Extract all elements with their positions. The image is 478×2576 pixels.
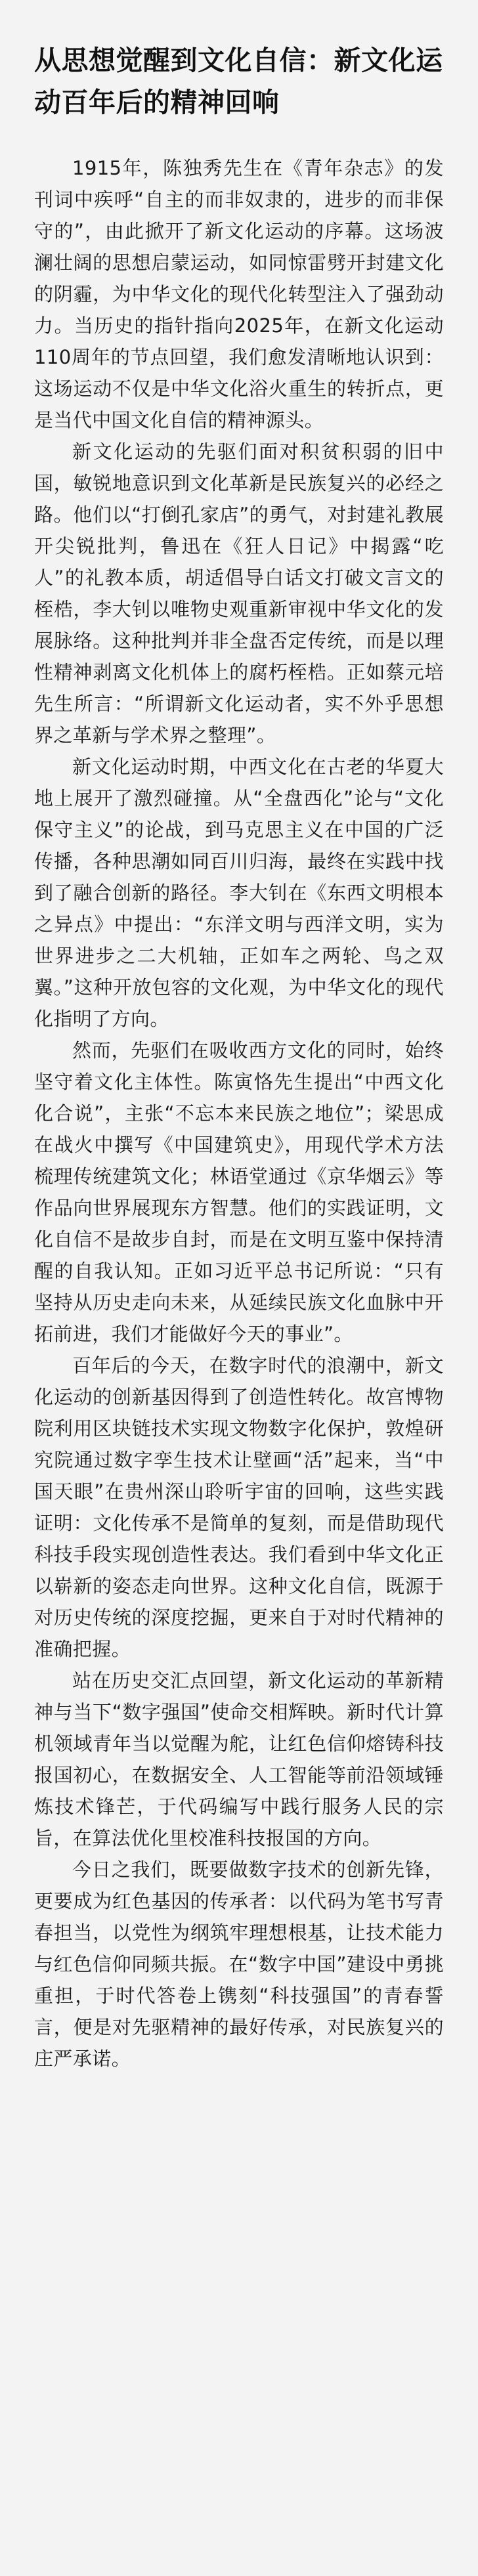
article-paragraph: 新文化运动时期，中西文化在古老的华夏大地上展开了激烈碰撞。从“全盘西化”论与“文化保守主义”的论战，到马克思主义在中国的广泛传播，各种思潮如同百川归海，最终在实践中找到了融合创新的路径。李大钊在《东西文明根本之异点》中提出：“东洋文明与西洋文明，实为世界进步之二大机轴，正如车之两轮、鸟之双翼。”这种开放包容的文化观，为中华文化的现代化指明了方向。 — [34, 756, 444, 1030]
article-paragraph: 站在历史交汇点回望，新文化运动的革新精神与当下“数字强国”使命交相辉映。新时代计算机领域青年当以觉醒为舵，让红色信仰熔铸科技报国初心，在数据安全、人工智能等前沿领域锤炼技术锋芒，于代码编写中践行服务人民的宗旨，在算法优化里校准科技报国的方向。 — [34, 1669, 444, 1849]
article-paragraph: 1915年，陈独秀先生在《青年杂志》的发刊词中疾呼“自主的而非奴隶的，进步的而非保守的”，由此掀开了新文化运动的序幕。这场波澜壮阔的思想启蒙运动，如同惊雷劈开封建文化的阴霾，为中华文化的现代化转型注入了强劲动力。当历史的指针指向2025年，在新文化运动110周年的节点回望，我们愈发清晰地认识到：这场运动不仅是中华文化浴火重生的转折点，更是当代中国文化自信的精神源头。 — [34, 157, 444, 431]
article-paragraph: 新文化运动的先驱们面对积贫积弱的旧中国，敏锐地意识到文化革新是民族复兴的必经之路。他们以“打倒孔家店”的勇气，对封建礼教展开尖锐批判，鲁迅在《狂人日记》中揭露“吃人”的礼教本质，胡适倡导白话文打破文言文的桎梏，李大钊以唯物史观重新审视中华文化的发展脉络。这种批判并非全盘否定传统，而是以理性精神剥离文化机体上的腐朽桎梏。正如蔡元培先生所言：“所谓新文化运动者，实不外乎思想界之革新与学术界之整理”。 — [34, 440, 444, 746]
article-title: 从思想觉醒到文化自信：新文化运动百年后的精神回响 — [34, 45, 443, 118]
article-paragraph: 今日之我们，既要做数字技术的创新先锋，更要成为红色基因的传承者：以代码为笔书写青春担当，以党性为纲筑牢理想根基，让技术能力与红色信仰同频共振。在“数字中国”建设中勇挑重担，于时代答卷上镌刻“科技强国”的青春誓言，便是对先驱精神的最好传承，对民族复兴的庄严承诺。 — [34, 1858, 444, 2070]
article-paragraph: 百年后的今天，在数字时代的浪潮中，新文化运动的创新基因得到了创造性转化。故宫博物院利用区块链技术实现文物数字化保护，敦煌研究院通过数字孪生技术让壁画“活”起来，当“中国天眼”在贵州深山聆听宇宙的回响，这些实践证明：文化传承不是简单的复刻，而是借助现代科技手段实现创造性表达。我们看到中华文化正以崭新的姿态走向世界。这种文化自信，既源于对历史传统的深度挖掘，更来自于对时代精神的准确把握。 — [34, 1354, 444, 1660]
article-paragraph: 然而，先驱们在吸收西方文化的同时，始终坚守着文化主体性。陈寅恪先生提出“中西文化化合说”，主张“不忘本来民族之地位”；梁思成在战火中撰写《中国建筑史》，用现代学术方法梳理传统建筑文化；林语堂通过《京华烟云》等作品向世界展现东方智慧。他们的实践证明，文化自信不是故步自封，而是在文明互鉴中保持清醒的自我认知。正如习近平总书记所说：“只有坚持从历史走向未来，从延续民族文化血脉中开拓前进，我们才能做好今天的事业”。 — [34, 1039, 444, 1345]
